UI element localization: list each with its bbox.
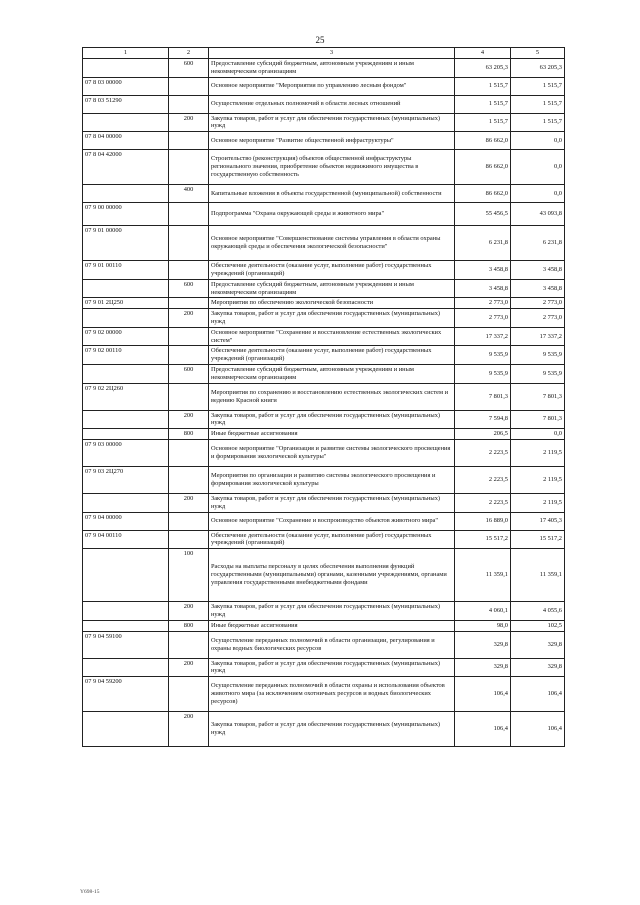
row-code-cell xyxy=(83,602,169,621)
row-value-2023-cell: 55 456,5 xyxy=(455,203,511,226)
table-row xyxy=(83,150,565,185)
row-value-2024-cell: 1 515,7 xyxy=(511,95,565,113)
row-value-2023-cell: 2 223,5 xyxy=(455,439,511,466)
row-name-cell: Основное мероприятие "Организация и развитие системы экологического просвещения и формирования экологической культуры" xyxy=(209,439,455,466)
row-value-2023-cell: 329,8 xyxy=(455,658,511,677)
row-value-2023-cell: 98,0 xyxy=(455,620,511,631)
row-value-2023-cell: 106,4 xyxy=(455,677,511,712)
row-name-cell: Основное мероприятие "Совершенствование системы управления в области охраны окружающей среды и обеспечения экологической безопасности" xyxy=(209,226,455,261)
table-row xyxy=(83,113,565,132)
row-value-2023-cell: 16 889,0 xyxy=(455,512,511,530)
row-value-2024-cell: 4 055,6 xyxy=(511,602,565,621)
table-row xyxy=(83,712,565,747)
row-expense-type-cell: 200 xyxy=(169,712,209,747)
row-value-2023-cell: 86 662,0 xyxy=(455,150,511,185)
row-value-2024-cell: 11 359,1 xyxy=(511,549,565,602)
row-expense-type-cell xyxy=(169,677,209,712)
row-expense-type-cell xyxy=(169,203,209,226)
row-code-cell: 07 9 04 59200 xyxy=(83,677,169,712)
table-row xyxy=(83,203,565,226)
row-name-cell: Закупка товаров, работ и услуг для обеспечения государственных (муниципальных) нужд xyxy=(209,602,455,621)
row-value-2023-cell: 17 337,2 xyxy=(455,327,511,346)
table-row xyxy=(83,429,565,440)
row-value-2024-cell: 329,8 xyxy=(511,631,565,658)
row-code-cell xyxy=(83,410,169,429)
row-expense-type-cell: 400 xyxy=(169,185,209,203)
row-value-2024-cell: 17 405,3 xyxy=(511,512,565,530)
row-code-cell: 07 9 01 2Ц250 xyxy=(83,298,169,309)
header-row xyxy=(83,48,565,59)
row-expense-type-cell xyxy=(169,439,209,466)
row-value-2023-cell: 206,5 xyxy=(455,429,511,440)
row-expense-type-cell: 200 xyxy=(169,602,209,621)
row-value-2024-cell: 0,0 xyxy=(511,150,565,185)
row-name-cell: Осуществление отдельных полномочий в области лесных отношений xyxy=(209,95,455,113)
row-name-cell: Основное мероприятие "Сохранение и воспроизводство объектов животного мира" xyxy=(209,512,455,530)
row-value-2024-cell: 7 801,3 xyxy=(511,383,565,410)
row-code-cell: 07 9 02 2Ц260 xyxy=(83,383,169,410)
table-row xyxy=(83,677,565,712)
row-value-2023-cell: 11 359,1 xyxy=(455,549,511,602)
row-value-2023-cell: 4 060,1 xyxy=(455,602,511,621)
row-code-cell xyxy=(83,620,169,631)
row-code-cell: 07 9 00 00000 xyxy=(83,203,169,226)
row-code-cell xyxy=(83,493,169,512)
row-value-2024-cell: 2 119,5 xyxy=(511,466,565,493)
table-row xyxy=(83,658,565,677)
row-name-cell: Осуществление переданных полномочий в области охраны и использования объектов животного мира (за исключением охотничьих ресурсов и водных биологических ресурсов) xyxy=(209,677,455,712)
row-value-2023-cell: 3 458,8 xyxy=(455,279,511,298)
row-code-cell: 07 9 01 00000 xyxy=(83,226,169,261)
table-row xyxy=(83,261,565,280)
row-value-2024-cell: 2 119,5 xyxy=(511,439,565,466)
budget-table xyxy=(82,47,565,747)
footer-code: Y698-15 xyxy=(80,889,100,895)
table-row xyxy=(83,185,565,203)
row-value-2024-cell: 0,0 xyxy=(511,132,565,150)
row-name-cell: Иные бюджетные ассигнования xyxy=(209,429,455,440)
row-value-2024-cell: 15 517,2 xyxy=(511,530,565,549)
page-number: 25 xyxy=(315,35,325,45)
table-row xyxy=(83,410,565,429)
row-expense-type-cell xyxy=(169,132,209,150)
row-value-2024-cell: 329,8 xyxy=(511,658,565,677)
row-value-2023-cell: 15 517,2 xyxy=(455,530,511,549)
row-code-cell: 07 8 04 42000 xyxy=(83,150,169,185)
table-row xyxy=(83,132,565,150)
row-value-2024-cell: 2 773,0 xyxy=(511,309,565,328)
row-code-cell: 07 8 03 51290 xyxy=(83,95,169,113)
row-code-cell: 07 9 04 00110 xyxy=(83,530,169,549)
row-code-cell xyxy=(83,309,169,328)
table-row xyxy=(83,279,565,298)
row-code-cell xyxy=(83,279,169,298)
row-expense-type-cell: 600 xyxy=(169,279,209,298)
col-header-3: 3 xyxy=(209,48,455,59)
row-code-cell: 07 9 02 00110 xyxy=(83,346,169,365)
row-value-2024-cell: 2 773,0 xyxy=(511,298,565,309)
row-code-cell xyxy=(83,59,169,78)
row-expense-type-cell xyxy=(169,261,209,280)
row-value-2023-cell: 7 594,8 xyxy=(455,410,511,429)
row-expense-type-cell xyxy=(169,631,209,658)
row-code-cell: 07 8 04 00000 xyxy=(83,132,169,150)
row-name-cell: Основное мероприятие "Мероприятия по управлению лесным фондом" xyxy=(209,77,455,95)
col-header-2: 2 xyxy=(169,48,209,59)
row-expense-type-cell: 600 xyxy=(169,364,209,383)
row-value-2023-cell: 9 535,9 xyxy=(455,346,511,365)
row-code-cell xyxy=(83,185,169,203)
row-code-cell: 07 9 03 2Ц270 xyxy=(83,466,169,493)
row-value-2024-cell: 1 515,7 xyxy=(511,77,565,95)
table-row xyxy=(83,631,565,658)
table-row xyxy=(83,383,565,410)
row-expense-type-cell xyxy=(169,512,209,530)
row-name-cell: Закупка товаров, работ и услуг для обеспечения государственных (муниципальных) нужд xyxy=(209,410,455,429)
row-name-cell: Предоставление субсидий бюджетным, автономным учреждениям и иным некоммерческим организациям xyxy=(209,364,455,383)
row-expense-type-cell: 800 xyxy=(169,429,209,440)
row-value-2023-cell: 7 801,3 xyxy=(455,383,511,410)
row-value-2024-cell: 17 337,2 xyxy=(511,327,565,346)
row-name-cell: Основное мероприятие "Сохранение и восстановление естественных экологических систем" xyxy=(209,327,455,346)
row-name-cell: Подпрограмма "Охрана окружающей среды и животного мира" xyxy=(209,203,455,226)
row-name-cell: Мероприятия по организации и развитию системы экологического просвещения и формирования экологической культуры xyxy=(209,466,455,493)
row-expense-type-cell: 200 xyxy=(169,113,209,132)
row-expense-type-cell xyxy=(169,530,209,549)
row-name-cell: Расходы на выплаты персоналу в целях обеспечения выполнения функций государственными (муниципальными) органами, казенными учреждениями, органами управления государственными внебюджетными фондами xyxy=(209,549,455,602)
row-name-cell: Мероприятия по обеспечению экологической безопасности xyxy=(209,298,455,309)
row-value-2024-cell: 63 205,3 xyxy=(511,59,565,78)
row-value-2023-cell: 1 515,7 xyxy=(455,113,511,132)
row-name-cell: Строительство (реконструкция) объектов общественной инфраструктуры регионального значения, приобретение объектов недвижимого имущества в государственную собственность xyxy=(209,150,455,185)
row-value-2023-cell: 86 662,0 xyxy=(455,185,511,203)
table-row xyxy=(83,327,565,346)
row-expense-type-cell: 200 xyxy=(169,309,209,328)
row-value-2024-cell: 1 515,7 xyxy=(511,113,565,132)
table-row xyxy=(83,95,565,113)
table-row xyxy=(83,364,565,383)
col-header-1: 1 xyxy=(83,48,169,59)
row-code-cell xyxy=(83,549,169,602)
row-value-2024-cell: 102,5 xyxy=(511,620,565,631)
row-expense-type-cell xyxy=(169,226,209,261)
row-code-cell xyxy=(83,113,169,132)
row-expense-type-cell xyxy=(169,346,209,365)
col-header-5: 5 xyxy=(511,48,565,59)
table-row xyxy=(83,346,565,365)
row-name-cell: Капитальные вложения в объекты государственной (муниципальной) собственности xyxy=(209,185,455,203)
table-row xyxy=(83,59,565,78)
row-expense-type-cell: 800 xyxy=(169,620,209,631)
row-value-2023-cell: 2 773,0 xyxy=(455,309,511,328)
row-expense-type-cell xyxy=(169,95,209,113)
row-value-2024-cell: 9 535,9 xyxy=(511,346,565,365)
row-value-2023-cell: 63 205,3 xyxy=(455,59,511,78)
row-code-cell: 07 9 04 59100 xyxy=(83,631,169,658)
table-row xyxy=(83,549,565,602)
row-value-2023-cell: 86 662,0 xyxy=(455,132,511,150)
row-value-2023-cell: 2 223,5 xyxy=(455,493,511,512)
row-name-cell: Предоставление субсидий бюджетным, автономным учреждениям и иным некоммерческим организациям xyxy=(209,279,455,298)
row-value-2024-cell: 2 119,5 xyxy=(511,493,565,512)
row-name-cell: Закупка товаров, работ и услуг для обеспечения государственных (муниципальных) нужд xyxy=(209,113,455,132)
table-row xyxy=(83,309,565,328)
row-code-cell xyxy=(83,429,169,440)
row-value-2024-cell: 0,0 xyxy=(511,429,565,440)
row-name-cell: Обеспечение деятельности (оказание услуг, выполнение работ) государственных учреждений (организаций) xyxy=(209,346,455,365)
row-value-2023-cell: 2 773,0 xyxy=(455,298,511,309)
row-name-cell: Осуществление переданных полномочий в области организации, регулирования и охраны водных биологических ресурсов xyxy=(209,631,455,658)
row-name-cell: Закупка товаров, работ и услуг для обеспечения государственных (муниципальных) нужд xyxy=(209,658,455,677)
row-value-2023-cell: 9 535,9 xyxy=(455,364,511,383)
table-row xyxy=(83,530,565,549)
row-name-cell: Мероприятия по сохранению и восстановлению естественных экологических систем и ведению Красной книги xyxy=(209,383,455,410)
row-code-cell: 07 8 03 00000 xyxy=(83,77,169,95)
table-row xyxy=(83,77,565,95)
row-code-cell: 07 9 03 00000 xyxy=(83,439,169,466)
row-name-cell: Иные бюджетные ассигнования xyxy=(209,620,455,631)
row-value-2023-cell: 2 223,5 xyxy=(455,466,511,493)
table-row xyxy=(83,493,565,512)
table-row xyxy=(83,226,565,261)
row-value-2024-cell: 6 231,8 xyxy=(511,226,565,261)
table-row xyxy=(83,602,565,621)
table-body xyxy=(83,59,565,747)
row-value-2024-cell: 3 458,8 xyxy=(511,261,565,280)
row-code-cell: 07 9 01 00110 xyxy=(83,261,169,280)
col-header-4: 4 xyxy=(455,48,511,59)
row-expense-type-cell xyxy=(169,77,209,95)
row-value-2024-cell: 43 093,8 xyxy=(511,203,565,226)
row-expense-type-cell: 100 xyxy=(169,549,209,602)
row-value-2024-cell: 106,4 xyxy=(511,677,565,712)
row-expense-type-cell xyxy=(169,466,209,493)
row-value-2023-cell: 329,8 xyxy=(455,631,511,658)
row-name-cell: Закупка товаров, работ и услуг для обеспечения государственных (муниципальных) нужд xyxy=(209,309,455,328)
row-value-2023-cell: 1 515,7 xyxy=(455,77,511,95)
table-row xyxy=(83,466,565,493)
row-value-2024-cell: 3 458,8 xyxy=(511,279,565,298)
row-code-cell: 07 9 04 00000 xyxy=(83,512,169,530)
row-value-2024-cell: 0,0 xyxy=(511,185,565,203)
row-code-cell xyxy=(83,364,169,383)
row-name-cell: Предоставление субсидий бюджетным, автономным учреждениям и иным некоммерческим организациям xyxy=(209,59,455,78)
row-expense-type-cell xyxy=(169,150,209,185)
row-expense-type-cell: 200 xyxy=(169,658,209,677)
row-value-2023-cell: 6 231,8 xyxy=(455,226,511,261)
row-value-2023-cell: 106,4 xyxy=(455,712,511,747)
table-row xyxy=(83,620,565,631)
row-expense-type-cell xyxy=(169,298,209,309)
row-code-cell xyxy=(83,712,169,747)
row-expense-type-cell xyxy=(169,383,209,410)
row-value-2023-cell: 3 458,8 xyxy=(455,261,511,280)
table-row xyxy=(83,512,565,530)
row-name-cell: Закупка товаров, работ и услуг для обеспечения государственных (муниципальных) нужд xyxy=(209,493,455,512)
row-value-2024-cell: 9 535,9 xyxy=(511,364,565,383)
row-value-2024-cell: 7 801,3 xyxy=(511,410,565,429)
row-name-cell: Закупка товаров, работ и услуг для обеспечения государственных (муниципальных) нужд xyxy=(209,712,455,747)
row-code-cell: 07 9 02 00000 xyxy=(83,327,169,346)
table-row xyxy=(83,439,565,466)
row-name-cell: Основное мероприятие "Развитие общественной инфраструктуры" xyxy=(209,132,455,150)
row-value-2023-cell: 1 515,7 xyxy=(455,95,511,113)
row-name-cell: Обеспечение деятельности (оказание услуг, выполнение работ) государственных учреждений (организаций) xyxy=(209,261,455,280)
table-row xyxy=(83,298,565,309)
row-expense-type-cell: 600 xyxy=(169,59,209,78)
row-expense-type-cell xyxy=(169,327,209,346)
row-expense-type-cell: 200 xyxy=(169,410,209,429)
row-name-cell: Обеспечение деятельности (оказание услуг, выполнение работ) государственных учреждений (организаций) xyxy=(209,530,455,549)
row-expense-type-cell: 200 xyxy=(169,493,209,512)
row-value-2024-cell: 106,4 xyxy=(511,712,565,747)
row-code-cell xyxy=(83,658,169,677)
